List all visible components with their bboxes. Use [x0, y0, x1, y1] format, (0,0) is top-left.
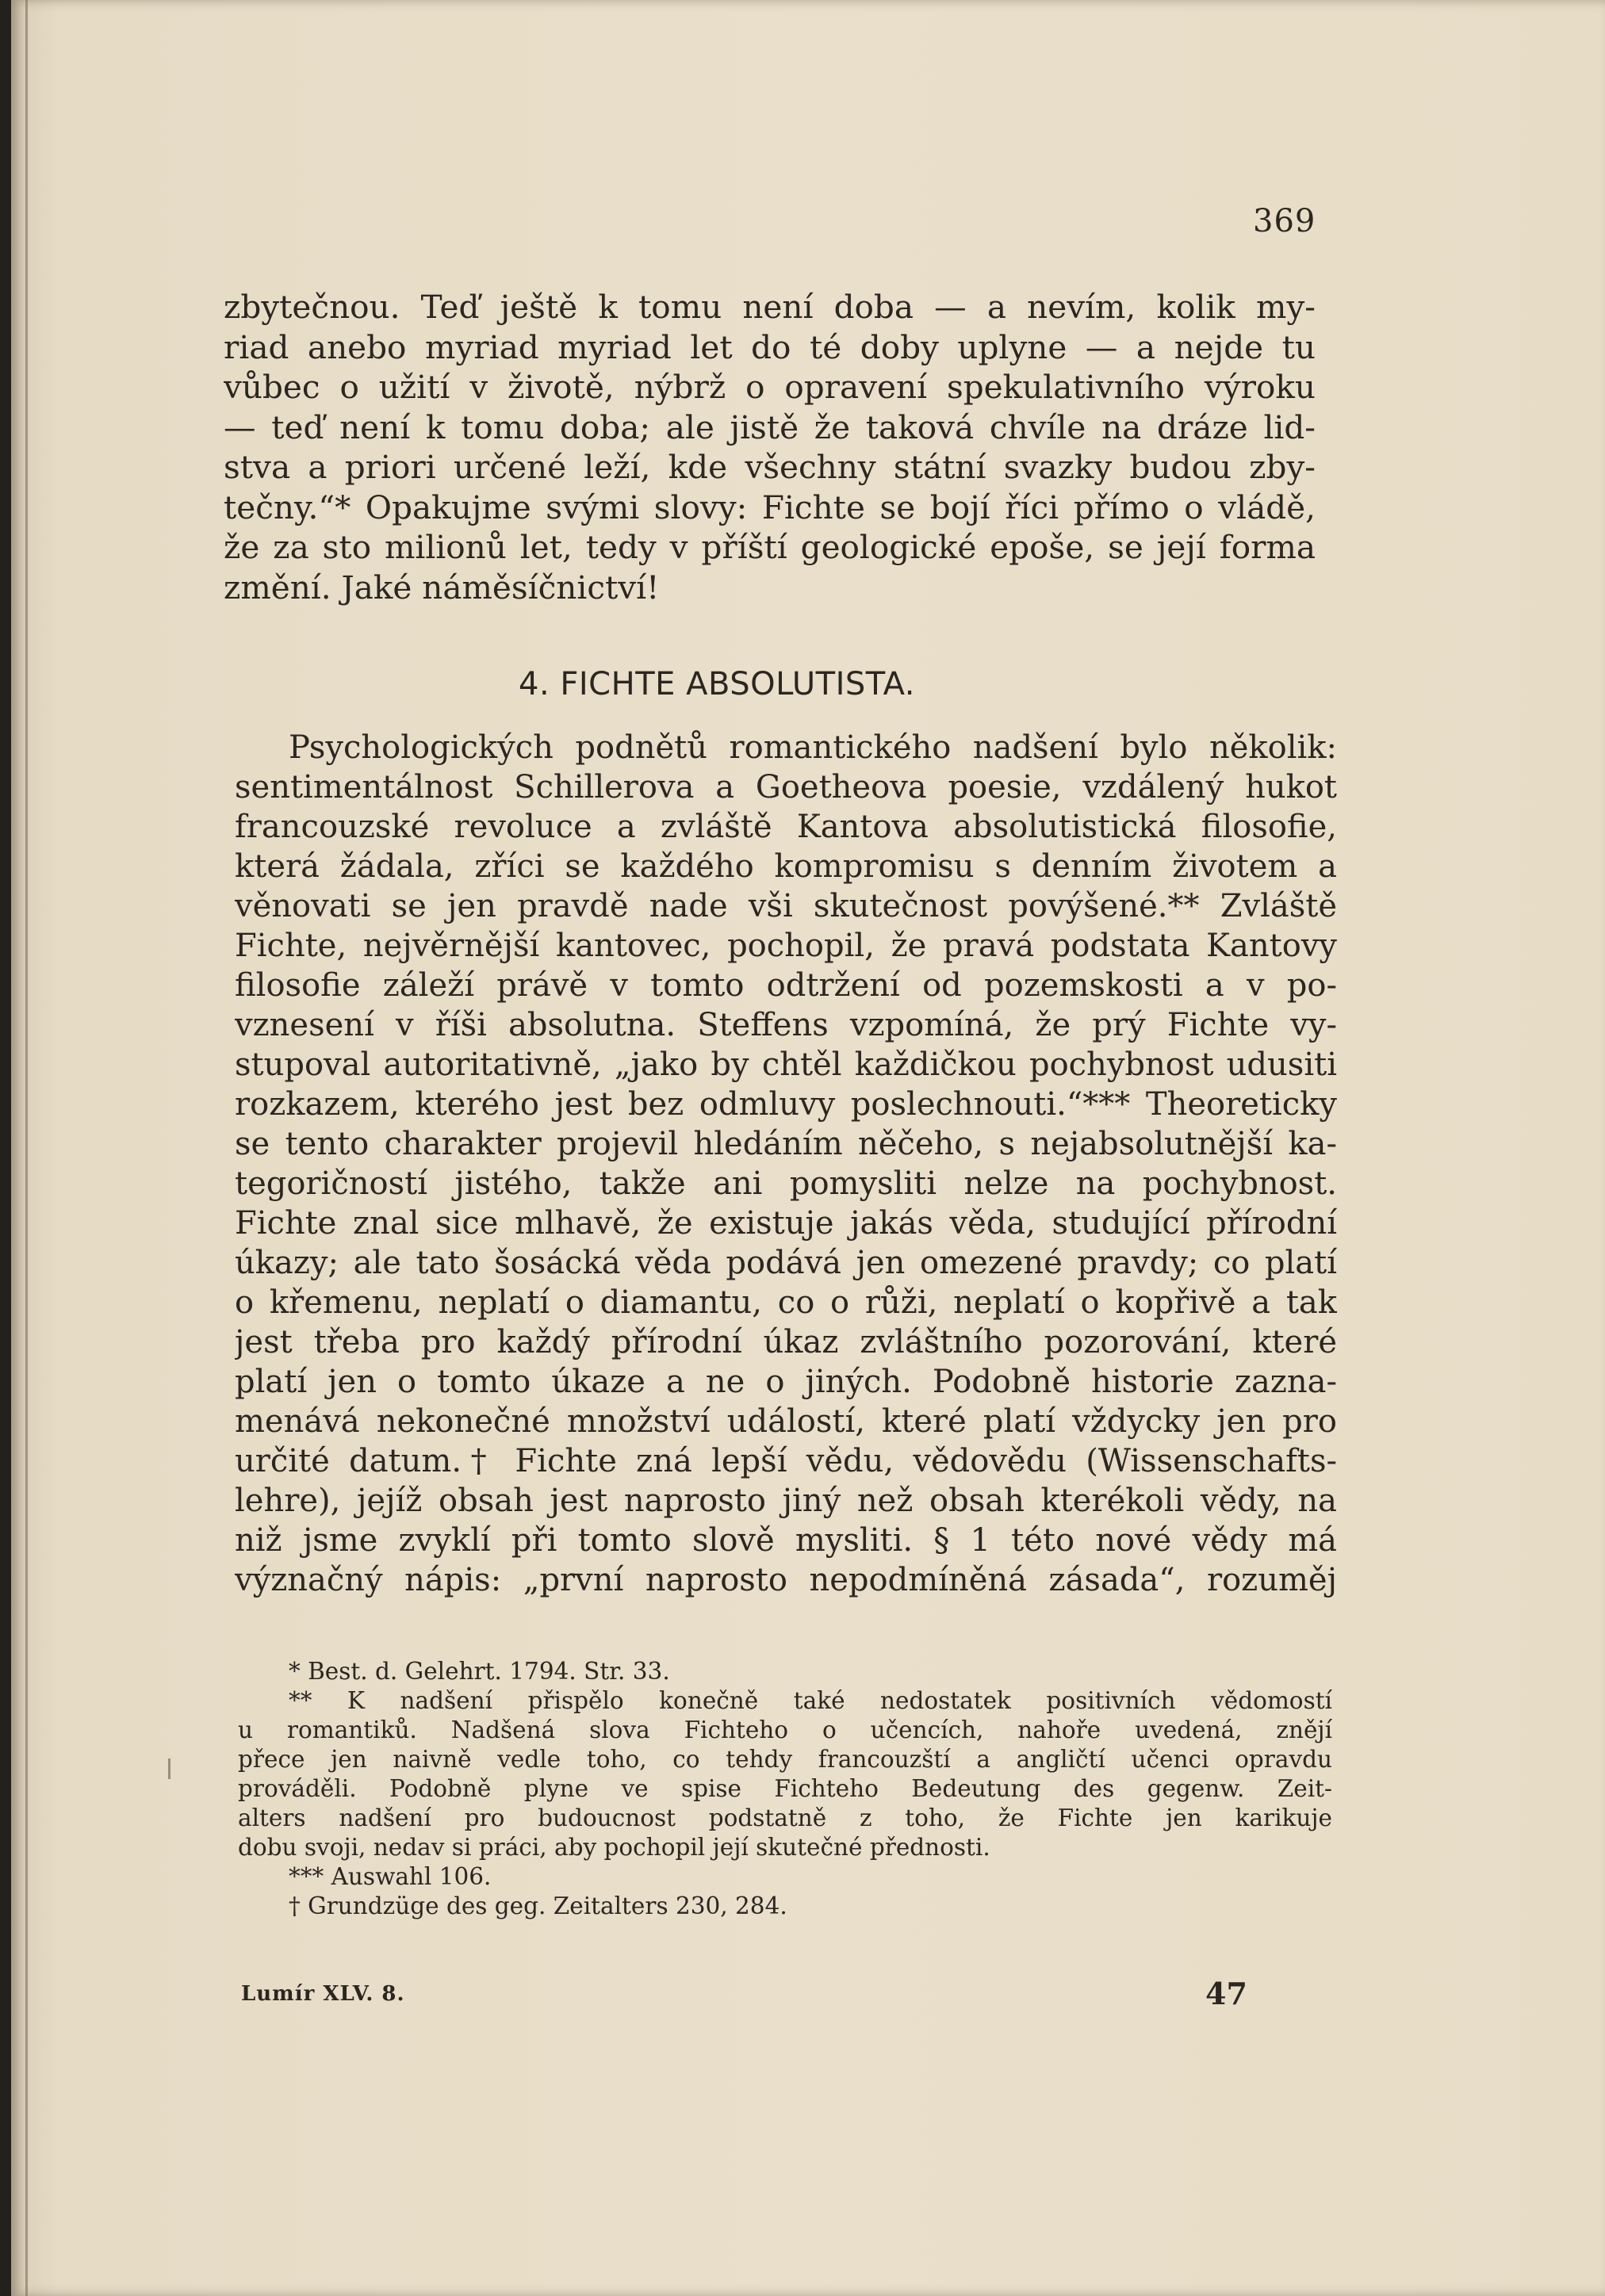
footnote-line: ** K nadšení přispělo konečně také nedostatek positivních vědomostí	[289, 1687, 1332, 1714]
text-line: riad anebo myriad myriad let do té doby uplyne — a nejde tu	[224, 327, 1316, 366]
paragraph-continuation	[224, 287, 1316, 607]
footnote-line: dobu svoji, nedav si práci, aby pochopil její skutečné přednosti.	[238, 1834, 990, 1861]
footnote-line: † Grundzüge des geg. Zeitalters 230, 284.	[289, 1892, 787, 1919]
text-line: stupoval autoritativně, „jako by chtěl každičkou pochybnost udusiti	[235, 1047, 1337, 1083]
footnote-line: u romantiků. Nadšená slova Fichteho o učencích, nahoře uvedená, znějí	[238, 1716, 1332, 1743]
text-line: tegoričností jistého, takže ani pomysliti nelze na pochybnost.	[235, 1165, 1337, 1202]
text-line: jest třeba pro každý přírodní úkaz zvláštního pozorování, které	[235, 1324, 1337, 1360]
footnote-line: alters nadšení pro budoucnost podstatně z toho, že Fichte jen karikuje	[238, 1804, 1332, 1831]
text-line: filosofie záleží právě v tomto odtržení od pozemskosti a v po-	[235, 967, 1337, 1004]
footnote-line: * Best. d. Gelehrt. 1794. Str. 33.	[289, 1658, 670, 1685]
text-line: — teď není k tomu doba; ale jistě že taková chvíle na dráze lid-	[224, 408, 1316, 446]
footnote-line: přece jen naivně vedle toho, co tehdy francouzští a angličtí učenci opravdu	[238, 1746, 1332, 1773]
text-line: Fichte znal sice mlhavě, že existuje jakás věda, studující přírodní	[235, 1205, 1337, 1242]
text-line: Psychologických podnětů romantického nadšení bylo několik:	[289, 729, 1337, 766]
text-line: úkazy; ale tato šosácká věda podává jen omezené pravdy; co platí	[235, 1245, 1337, 1281]
text-line: vznesení v říši absolutna. Steffens vzpomíná, že prý Fichte vy-	[235, 1007, 1337, 1043]
page-number: 369	[1253, 203, 1316, 239]
page-spine-edge	[25, 0, 28, 2296]
text-line: lehre), jejíž obsah jest naprosto jiný než obsah kterékoli vědy, na	[235, 1483, 1337, 1519]
text-line: menává nekonečné množství událostí, které platí vždycky jen pro	[235, 1403, 1337, 1440]
text-line: francouzské revoluce a zvláště Kantova absolutistická filosofie,	[235, 809, 1337, 845]
text-line: rozkazem, kterého jest bez odmluvy poslechnouti.“*** Theoreticky	[235, 1086, 1337, 1123]
footnote-line: *** Auswahl 106.	[289, 1863, 492, 1890]
sheet-number: 47	[1205, 1976, 1247, 2011]
text-line: se tento charakter projevil hledáním něčeho, s nejabsolutnější ka-	[235, 1126, 1337, 1162]
footnotes	[238, 1657, 1332, 1921]
text-line: která žádala, zříci se každého kompromisu s denním životem a	[235, 848, 1337, 885]
margin-mark	[168, 1758, 170, 1779]
text-line: o křemenu, neplatí o diamantu, co o růži, neplatí o kopřivě a tak	[235, 1284, 1337, 1321]
text-line: změní. Jaké náměsíčnictví!	[224, 568, 660, 607]
footnote-1	[238, 1657, 1332, 1686]
text-line: věnovati se jen pravdě nade vši skutečnost povýšené.** Zvláště	[235, 888, 1337, 924]
text-line: vůbec o užití v životě, nýbrž o opravení spekulativního výroku	[224, 368, 1316, 406]
paragraph-body	[235, 728, 1337, 1600]
book-page	[11, 0, 1605, 2296]
text-line: zbytečnou. Teď ještě k tomu není doba — a nevím, kolik my-	[224, 288, 1316, 326]
signature-mark: Lumír XLV. 8.	[241, 1982, 405, 2006]
text-line: stva a priori určené leží, kde všechny státní svazky budou zby-	[224, 448, 1316, 486]
footnote-line: prováděli. Podobně plyne ve spise Fichteho Bedeutung des gegenw. Zeit-	[238, 1775, 1332, 1802]
text-line: že za sto milionů let, tedy v příští geologické epoše, se její forma	[224, 528, 1316, 566]
text-line: sentimentálnost Schillerova a Goetheova poesie, vzdálený hukot	[235, 769, 1337, 806]
text-line: Fichte, nejvěrnější kantovec, pochopil, že pravá podstata Kantovy	[235, 928, 1337, 964]
footnote-3	[238, 1862, 1332, 1892]
section-heading: 4. FICHTE ABSOLUTISTA.	[519, 666, 915, 702]
footnote-4	[238, 1892, 1332, 1921]
text-line: význačný nápis: „první naprosto nepodmíněná zásada“, rozuměj	[235, 1562, 1337, 1598]
text-line: tečny.“* Opakujme svými slovy: Fichte se bojí říci přímo o vládě,	[224, 488, 1316, 526]
text-line: určité datum.† Fichte zná lepší vědu, vědovědu (Wissenschafts-	[235, 1443, 1337, 1479]
footnote-2	[238, 1686, 1332, 1862]
text-line: platí jen o tomto úkaze a ne o jiných. Podobně historie zazna-	[235, 1364, 1337, 1400]
text-line: niž jsme zvyklí při tomto slově mysliti. § 1 této nové vědy má	[235, 1522, 1337, 1559]
